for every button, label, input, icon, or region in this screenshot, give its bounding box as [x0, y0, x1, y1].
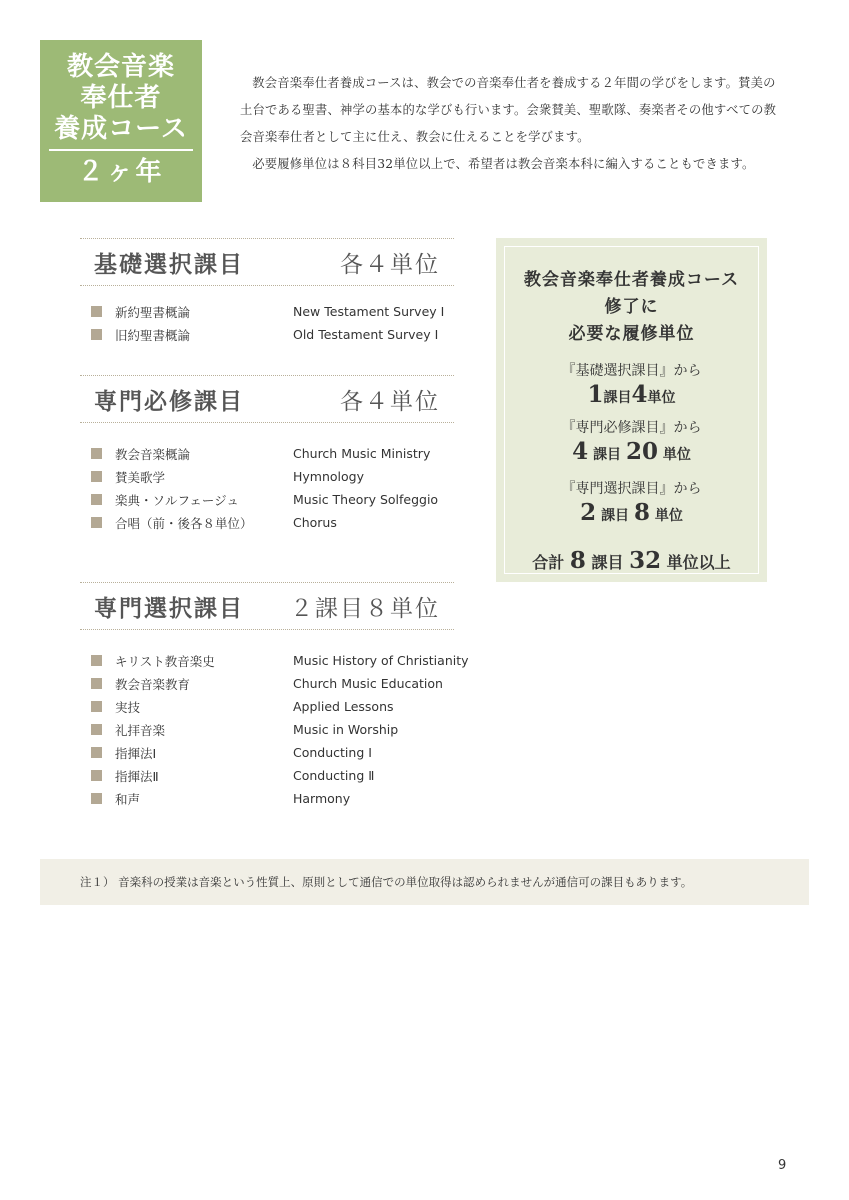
requirement-source: 『専門選択課目』から — [561, 481, 702, 497]
course-name-en: Harmony — [293, 791, 351, 806]
course-item — [80, 488, 454, 511]
course-item — [80, 741, 454, 764]
requirements-total — [505, 547, 758, 574]
course-name-jp: 和声 — [115, 791, 141, 807]
dotted-divider — [80, 285, 454, 286]
requirement-group — [505, 417, 758, 468]
course-item — [80, 442, 454, 465]
course-item — [80, 323, 454, 346]
section-units: ２課目８単位 — [290, 595, 440, 622]
course-name-jp: キリスト教音楽史 — [115, 653, 215, 669]
course-name-en: New Testament Survey Ⅰ — [293, 304, 445, 319]
unit-count: 4 — [631, 381, 648, 408]
course-name-jp: 新約聖書概論 — [115, 304, 191, 320]
course-name-jp: 教会音楽概論 — [115, 446, 191, 462]
square-bullet-icon — [91, 747, 102, 758]
course-name-en: Chorus — [293, 515, 337, 530]
course-item — [80, 672, 454, 695]
course-name-jp: 楽典・ソルフェージュ — [115, 492, 239, 508]
course-name-en: Hymnology — [293, 469, 364, 484]
unit-count: 20 — [625, 438, 658, 465]
course-name-jp: 礼拝音楽 — [115, 722, 166, 738]
requirement-group — [505, 360, 758, 411]
course-word: 課目 — [603, 390, 632, 406]
footnote-text: 注１） 音楽科の授業は音楽という性質上、原則として通信での単位取得は認められませんが通信可の課目もあります。 — [80, 875, 693, 889]
course-name-en: Music Theory Solfeggio — [293, 492, 439, 507]
requirement-amount — [505, 500, 758, 529]
footnote — [40, 859, 809, 905]
requirements-title — [505, 267, 758, 348]
requirement-amount — [505, 439, 758, 468]
square-bullet-icon — [91, 517, 102, 528]
intro-paragraph-2: 必要履修単位は８科目32単位以上で、希望者は教会音楽本科に編入することもできます。 — [252, 157, 755, 171]
requirements-inner-frame — [504, 246, 759, 574]
course-title-line-2: 奉仕者 — [80, 83, 162, 113]
square-bullet-icon — [91, 448, 102, 459]
square-bullet-icon — [91, 724, 102, 735]
requirements-title-line-2: 修了に — [604, 297, 659, 317]
section-units: 各４単位 — [340, 388, 440, 415]
square-bullet-icon — [91, 329, 102, 340]
course-name-en: Conducting Ⅱ — [293, 768, 375, 783]
course-name-jp: 旧約聖書概論 — [115, 327, 191, 343]
course-list — [80, 649, 469, 810]
unit-word: 単位 — [647, 390, 676, 406]
section-required-majors — [80, 375, 454, 534]
course-name-en: Applied Lessons — [293, 699, 394, 714]
unit-word: 単位 — [662, 447, 691, 463]
course-name-en: Music History of Christianity — [293, 653, 469, 668]
square-bullet-icon — [91, 770, 102, 781]
unit-word: 単位以上 — [666, 553, 731, 572]
square-bullet-icon — [91, 793, 102, 804]
requirements-title-line-1: 教会音楽奉仕者養成コース — [523, 270, 740, 290]
course-name-jp: 教会音楽教育 — [115, 676, 191, 692]
course-list — [80, 442, 454, 534]
requirements-box — [496, 238, 767, 582]
square-bullet-icon — [91, 678, 102, 689]
requirement-source: 『専門必修課目』から — [561, 420, 702, 436]
square-bullet-icon — [91, 471, 102, 482]
course-count: 1 — [587, 381, 604, 408]
total-course-count: 8 — [569, 547, 586, 574]
section-major-electives — [80, 582, 469, 810]
course-name-en: Church Music Education — [293, 676, 443, 691]
total-unit-count: 32 — [629, 547, 662, 574]
course-count: 2 — [580, 499, 597, 526]
course-title-line-3: 養成コース — [54, 114, 188, 144]
requirements-title-line-3: 必要な履修単位 — [568, 324, 695, 344]
course-item — [80, 718, 454, 741]
course-item — [80, 764, 454, 787]
course-title-box — [40, 40, 202, 202]
course-name-jp: 賛美歌学 — [115, 469, 166, 485]
requirement-group — [505, 478, 758, 529]
course-item — [80, 787, 454, 810]
course-name-jp: 実技 — [115, 699, 141, 715]
course-name-en: Old Testament Survey Ⅰ — [293, 327, 439, 342]
course-name-jp: 指揮法Ⅰ — [115, 745, 157, 761]
square-bullet-icon — [91, 701, 102, 712]
section-title: 専門必修課目 — [94, 387, 244, 415]
course-name-en: Church Music Ministry — [293, 446, 431, 461]
course-item — [80, 649, 469, 672]
title-divider — [49, 149, 193, 151]
section-title: 専門選択課目 — [94, 594, 244, 622]
page-number: 9 — [778, 1158, 787, 1173]
course-duration: ２ヶ年 — [77, 157, 165, 187]
course-item — [80, 695, 454, 718]
course-name-jp: 指揮法Ⅱ — [115, 768, 159, 784]
unit-word: 単位 — [654, 508, 683, 524]
total-label: 合計 — [532, 553, 565, 572]
course-word: 課目 — [593, 447, 622, 463]
course-name-jp: 合唱（前・後各８単位） — [115, 515, 253, 531]
intro-paragraph-1: 教会音楽奉仕者養成コースは、教会での音楽奉仕者を養成する２年間の学びをします。賛美の土台である聖書、神学の基本的な学びも行います。会衆賛美、聖歌隊、奏楽者その他すべての教会音楽奉仕者として主に仕え、教会に仕えることを学びます。 — [240, 76, 777, 144]
dotted-divider — [80, 422, 454, 423]
course-word: 課目 — [601, 508, 630, 524]
unit-count: 8 — [633, 499, 650, 526]
course-title — [40, 40, 202, 145]
course-name-en: Music in Worship — [293, 722, 399, 737]
course-list — [80, 300, 454, 346]
course-title-line-1: 教会音楽 — [66, 52, 175, 82]
course-count: 4 — [572, 438, 589, 465]
square-bullet-icon — [91, 494, 102, 505]
dotted-divider — [80, 629, 454, 630]
course-item — [80, 511, 454, 534]
square-bullet-icon — [91, 306, 102, 317]
course-word: 課目 — [591, 553, 624, 572]
section-title: 基礎選択課目 — [94, 250, 244, 278]
course-name-en: Conducting Ⅰ — [293, 745, 372, 760]
requirement-amount — [505, 382, 758, 411]
square-bullet-icon — [91, 655, 102, 666]
intro-text — [240, 70, 788, 178]
section-basic-electives — [80, 238, 454, 346]
requirement-source: 『基礎選択課目』から — [561, 363, 702, 379]
course-item — [80, 300, 454, 323]
course-item — [80, 465, 454, 488]
section-units: 各４単位 — [340, 251, 440, 278]
